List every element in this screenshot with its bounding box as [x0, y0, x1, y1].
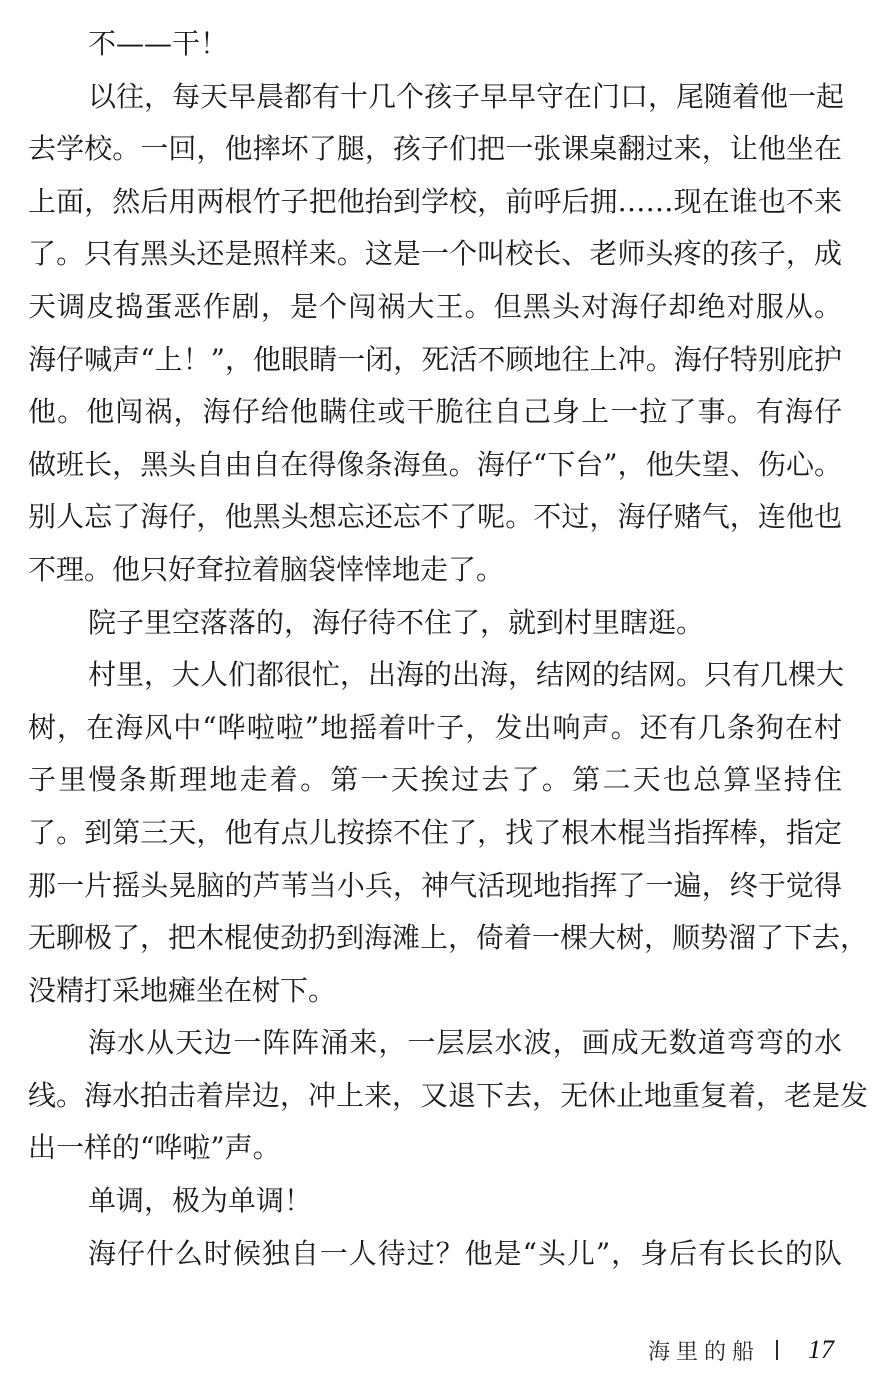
- text-line: 做班长，黑头自由自在得像条海鱼。海仔“下台”，他失望、伤心。: [28, 447, 842, 481]
- text-line: 村里，大人们都很忙，出海的出海，结网的结网。只有几棵大: [88, 658, 845, 692]
- text-line: 出一样的“哗啦”声。: [28, 1131, 281, 1165]
- text-line: 没精打采地瘫坐在树下。: [28, 973, 337, 1007]
- text-line: 那一片摇头晃脑的芦苇当小兵，神气活现地指挥了一遍，终于觉得: [28, 868, 842, 902]
- text-line: 线。海水拍击着岸边，冲上来，又退下去，无休止地重复着，老是发: [28, 1078, 869, 1112]
- text-line: 了。只有黑头还是照样来。这是一个叫校长、老师头疼的孩子，成: [28, 237, 842, 271]
- text-line: 海水从天边一阵阵涌来，一层层水波，画成无数道弯弯的水: [88, 1026, 842, 1060]
- text-line: 海仔什么时候独自一人待过？他是“头儿”，身后有长长的队: [88, 1236, 842, 1270]
- text-line: 天调皮捣蛋恶作剧，是个闯祸大王。但黑头对海仔却绝对服从。: [28, 289, 842, 323]
- text-line: 单调，极为单调！: [88, 1184, 313, 1218]
- text-line: 上面，然后用两根竹子把他抬到学校，前呼后拥……现在谁也不来: [28, 184, 842, 218]
- text-line: 院子里空落落的，海仔待不住了，就到村里瞎逛。: [88, 605, 705, 639]
- text-line: 他。他闯祸，海仔给他瞒住或干脆往自己身上一拉了事。有海仔: [28, 395, 842, 429]
- text-line: 了。到第三天，他有点儿按捺不住了，找了根木棍当指挥棒，指定: [28, 815, 842, 849]
- text-line: 以往，每天早晨都有十几个孩子早早守在门口，尾随着他一起: [88, 79, 845, 113]
- page-number: 17: [808, 1335, 835, 1364]
- text-line: 去学校。一回，他摔坏了腿，孩子们把一张课桌翻过来，让他坐在: [28, 132, 842, 166]
- text-line: 海仔喊声“上！”，他眼睛一闭，死活不顾地往上冲。海仔特别庇护: [28, 342, 842, 376]
- page-footer: [648, 1330, 834, 1370]
- text-line: 无聊极了，把木棍使劲扔到海滩上，倚着一棵大树，顺势溜了下去，: [28, 921, 869, 955]
- text-line: 不——干！: [88, 27, 229, 60]
- running-title: 海里的船: [648, 1339, 761, 1365]
- page-body: [28, 18, 869, 1280]
- text-line: 子里慢条斯理地走着。第一天挨过去了。第二天也总算坚持住: [28, 763, 842, 797]
- footer-separator: [776, 1340, 778, 1360]
- text-line: 不理。他只好耷拉着脑袋悻悻地走了。: [28, 552, 505, 586]
- text-line: 树，在海风中“哗啦啦”地摇着叶子，发出响声。还有几条狗在村: [28, 710, 842, 744]
- text-line: 别人忘了海仔，他黑头想忘还忘不了呢。不过，海仔赌气，连他也: [28, 500, 842, 534]
